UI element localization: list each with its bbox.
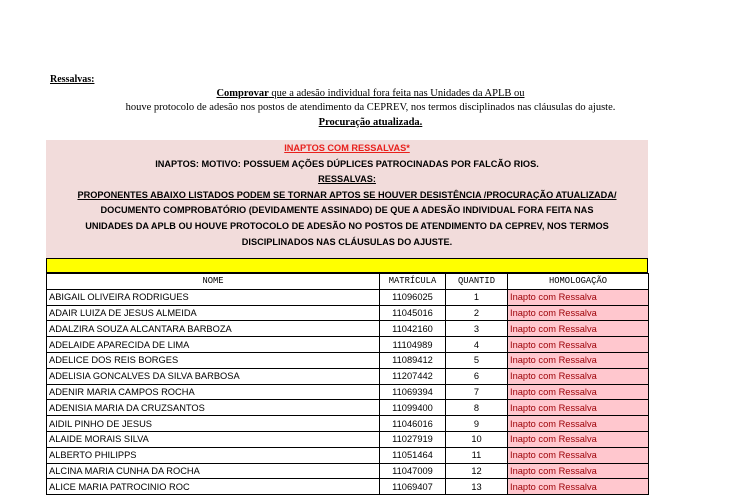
notice-paragraph-line-3: UNIDADES DA APLB OU HOUVE PROTOCOLO DE ADESÃO NO POSTOS DE ATENDIMENTO DA CEPREV, NOS TERMOS (85, 220, 609, 231)
table-row (47, 400, 649, 416)
table-header-row (47, 274, 649, 290)
homologacao-cell: Inapto com Ressalva (508, 368, 649, 384)
matricula-cell: 11047009 (380, 463, 446, 479)
quantid-cell: 3 (446, 321, 508, 337)
nome-cell: ALAIDE MORAIS SILVA (47, 431, 380, 447)
quantid-cell: 8 (446, 400, 508, 416)
col-header-nome: NOME (47, 274, 380, 290)
nome-cell: AIDIL PINHO DE JESUS (47, 416, 380, 432)
nome-cell: ADENISIA MARIA DA CRUZSANTOS (47, 400, 380, 416)
nome-cell: ADAIR LUIZA DE JESUS ALMEIDA (47, 305, 380, 321)
table-row (47, 321, 649, 337)
table-row (47, 463, 649, 479)
homologacao-cell: Inapto com Ressalva (508, 384, 649, 400)
nome-cell: ABIGAIL OLIVEIRA RODRIGUES (47, 289, 380, 305)
nome-cell: ADELAIDE APARECIDA DE LIMA (47, 337, 380, 353)
notice-header: INAPTOS COM RESSALVAS* (284, 143, 410, 153)
matricula-cell: 11045016 (380, 305, 446, 321)
matricula-cell: 11207442 (380, 368, 446, 384)
table-row (47, 479, 649, 495)
homologacao-cell: Inapto com Ressalva (508, 463, 649, 479)
quantid-cell: 9 (446, 416, 508, 432)
ressalvas-label: Ressalvas: (50, 74, 95, 85)
nome-cell: ADENIR MARIA CAMPOS ROCHA (47, 384, 380, 400)
homologacao-cell: Inapto com Ressalva (508, 400, 649, 416)
nome-cell: ALICE MARIA PATROCINIO ROC (47, 479, 380, 495)
homologacao-cell: Inapto com Ressalva (508, 431, 649, 447)
homologacao-cell: Inapto com Ressalva (508, 337, 649, 353)
notice-paragraph-line-1: PROPONENTES ABAIXO LISTADOS PODEM SE TORNAR APTOS SE HOUVER DESISTÊNCIA /PROCURAÇÃO ATUALIZADA/ (77, 189, 617, 200)
notice-motive: INAPTOS: MOTIVO: POSSUEM AÇÕES DÚPLICES PATROCINADAS POR FALCÃO RIOS. (155, 158, 539, 169)
homologacao-cell: Inapto com Ressalva (508, 447, 649, 463)
matricula-cell: 11096025 (380, 289, 446, 305)
homologacao-cell: Inapto com Ressalva (508, 416, 649, 432)
quantid-cell: 4 (446, 337, 508, 353)
quantid-cell: 12 (446, 463, 508, 479)
matricula-cell: 11099400 (380, 400, 446, 416)
matricula-cell: 11042160 (380, 321, 446, 337)
matricula-cell: 11051464 (380, 447, 446, 463)
matricula-cell: 11089412 (380, 352, 446, 368)
col-header-quantid: QUANTID (446, 274, 508, 290)
quantid-cell: 10 (446, 431, 508, 447)
matricula-cell: 11104989 (380, 337, 446, 353)
note-line-2: houve protocolo de adesão nos postos de atendimento da CEPREV, nos termos disciplinados nas cláusulas do ajuste. (125, 102, 616, 113)
nome-cell: ALBERTO PHILIPPS (47, 447, 380, 463)
homologacao-cell: Inapto com Ressalva (508, 479, 649, 495)
homologacao-cell: Inapto com Ressalva (508, 289, 649, 305)
quantid-cell: 11 (446, 447, 508, 463)
matricula-cell: 11069394 (380, 384, 446, 400)
note-line-3: Procuração atualizada. (318, 117, 423, 128)
homologacao-cell: Inapto com Ressalva (508, 305, 649, 321)
table-row (47, 384, 649, 400)
nome-cell: ADELICE DOS REIS BORGES (47, 352, 380, 368)
quantid-cell: 5 (446, 352, 508, 368)
col-header-homologacao: HOMOLOGAÇÃO (508, 274, 649, 290)
quantid-cell: 13 (446, 479, 508, 495)
table-row (47, 368, 649, 384)
table-row (47, 352, 649, 368)
table-row (47, 337, 649, 353)
nome-cell: ADELISIA GONCALVES DA SILVA BARBOSA (47, 368, 380, 384)
inaptos-notice-box (46, 140, 648, 258)
comprovar-text: Comprovar (216, 88, 269, 99)
nome-cell: ALCINA MARIA CUNHA DA ROCHA (47, 463, 380, 479)
table-row (47, 447, 649, 463)
quantid-cell: 1 (446, 289, 508, 305)
yellow-header-bar (46, 258, 648, 273)
note-line-1-rest: que a adesão individual fora feita nas Unidades da APLB ou (268, 88, 525, 99)
table-row (47, 289, 649, 305)
col-header-matricula: MATRÍCULA (380, 274, 446, 290)
nome-cell: ADALZIRA SOUZA ALCANTARA BARBOZA (47, 321, 380, 337)
homologacao-cell: Inapto com Ressalva (508, 352, 649, 368)
quantid-cell: 2 (446, 305, 508, 321)
notice-paragraph-line-4: DISCIPLINADOS NAS CLÁUSULAS DO AJUSTE. (241, 236, 453, 247)
homologacao-cell: Inapto com Ressalva (508, 321, 649, 337)
table-row (47, 431, 649, 447)
note-line-1 (0, 88, 741, 99)
matricula-cell: 11027919 (380, 431, 446, 447)
table-row (47, 305, 649, 321)
matricula-cell: 11069407 (380, 479, 446, 495)
quantid-cell: 7 (446, 384, 508, 400)
notice-paragraph-line-2: DOCUMENTO COMPROBATÓRIO (DEVIDAMENTE ASSINADO) DE QUE A ADESÃO INDIVIDUAL FORA FEITA NAS (100, 205, 594, 216)
notice-ressalvas-label: RESSALVAS: (318, 174, 376, 185)
quantid-cell: 6 (446, 368, 508, 384)
matricula-cell: 11046016 (380, 416, 446, 432)
inaptos-table (46, 273, 649, 495)
table-row (47, 416, 649, 432)
